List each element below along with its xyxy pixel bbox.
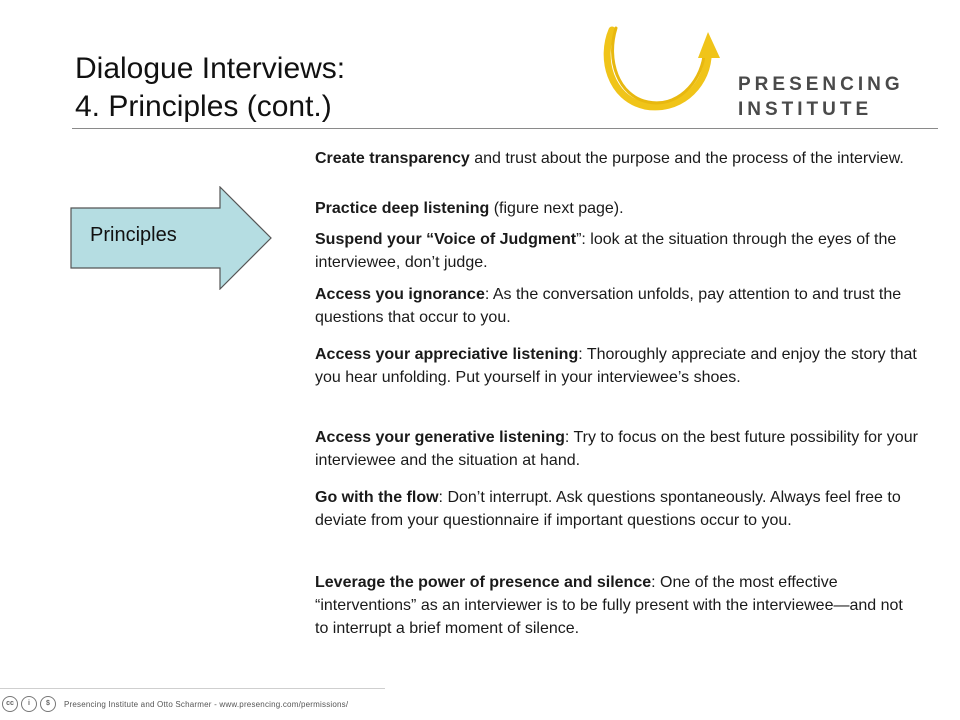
license-icons	[2, 696, 56, 712]
item-heading: Access your appreciative listening	[315, 346, 579, 363]
item-text: ”: look at the situation through the eyes of the interviewee, don’t judge.	[315, 231, 897, 271]
item-heading: Access you ignorance	[315, 286, 485, 303]
page-title	[75, 50, 345, 126]
item-heading: Access your generative listening	[315, 429, 565, 446]
list-item	[315, 147, 920, 170]
logo-line-1: PRESENCING	[738, 74, 904, 95]
item-text: : Try to focus on the best future possibility for your interviewee and the situation at hand.	[315, 429, 918, 469]
item-text: : As the conversation unfolds, pay attention to and trust the questions that occur to you.	[315, 286, 902, 326]
list-item	[315, 343, 920, 389]
item-heading: Practice deep listening	[315, 200, 490, 217]
presencing-logo-icon	[590, 18, 740, 118]
list-item	[315, 571, 920, 640]
list-item	[315, 197, 920, 220]
item-text: : Don’t interrupt. Ask questions spontaneously. Always feel free to deviate from your questionnaire if important questions occur to you.	[315, 489, 901, 529]
noncommercial-icon: $	[40, 696, 56, 712]
logo-wordmark	[738, 72, 904, 122]
item-text: and trust about the purpose and the process of the interview.	[469, 150, 904, 167]
item-heading: Suspend your “Voice of Judgment	[315, 231, 577, 248]
attribution-icon: i	[21, 696, 37, 712]
title-line-2: 4. Principles (cont.)	[75, 90, 332, 123]
item-text: : One of the most effective “interventions” as an interviewer is to be fully present with the interviewee—and not to interrupt a brief moment of silence.	[315, 574, 903, 637]
item-heading: Leverage the power of presence and silence	[315, 574, 652, 591]
logo-line-2: INSTITUTE	[738, 99, 873, 120]
list-item	[315, 283, 920, 329]
arrow-label: Principles	[90, 224, 177, 246]
item-heading: Go with the flow	[315, 489, 439, 506]
list-item	[315, 228, 920, 274]
item-text: : Thoroughly appreciate and enjoy the story that you hear unfolding. Put yourself in your interviewee’s shoes.	[315, 346, 917, 386]
license-footer	[0, 688, 385, 719]
item-heading: Create transparency	[315, 150, 470, 167]
footer-text: Presencing Institute and Otto Scharmer - www.presencing.com/permissions/	[64, 699, 349, 709]
item-text: (figure next page).	[489, 200, 624, 217]
list-item	[315, 426, 920, 472]
cc-icon: cc	[2, 696, 18, 712]
title-line-1: Dialogue Interviews:	[75, 52, 346, 85]
list-item	[315, 486, 920, 532]
title-divider	[72, 128, 938, 129]
